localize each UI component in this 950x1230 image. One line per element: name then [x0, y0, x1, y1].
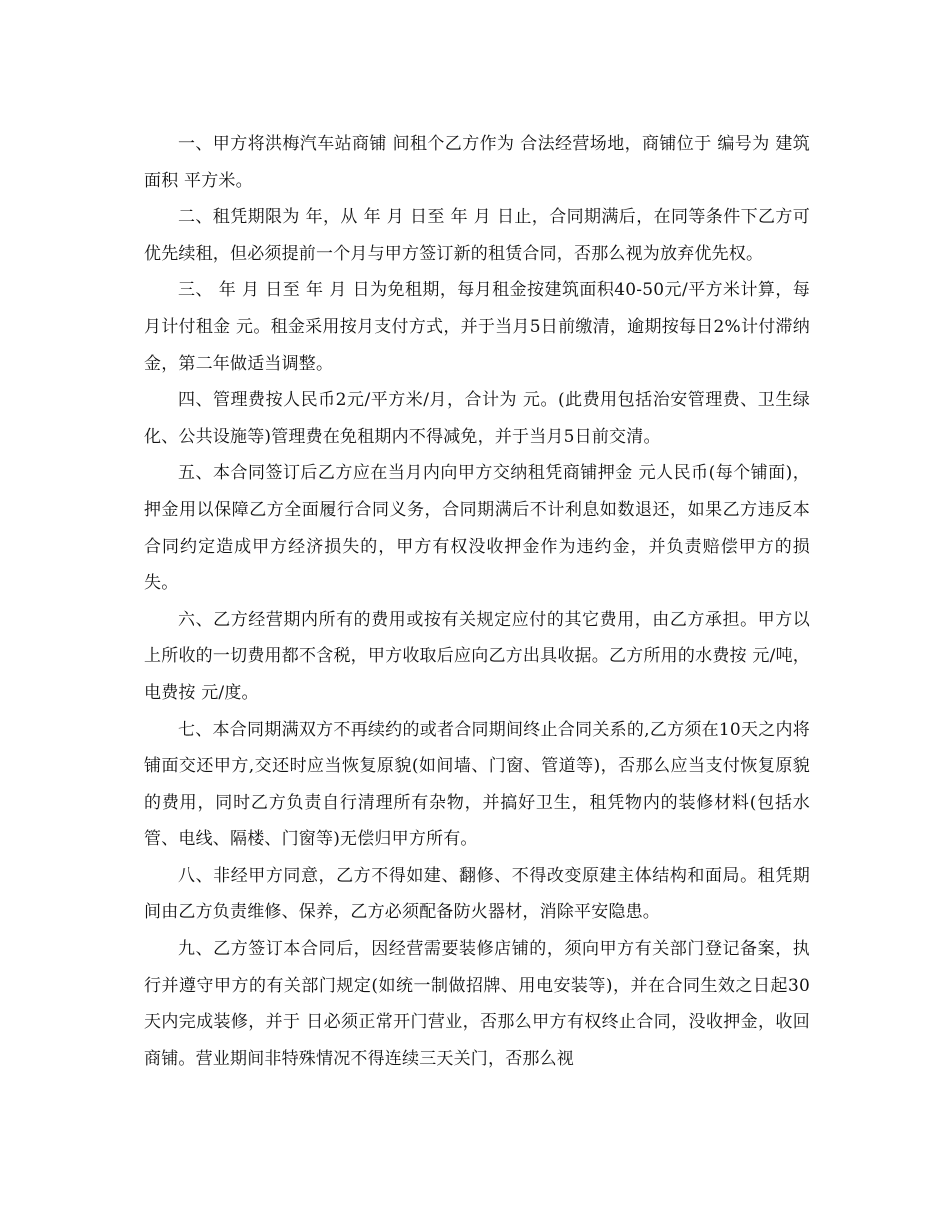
clause-8: 八、非经甲方同意，乙方不得如建、翻修、不得改变原建主体结构和面局。租凭期间由乙方负责维修、保养，乙方必须配备防火器材，消除平安隐患。: [144, 865, 810, 923]
clause-6: 六、乙方经营期内所有的费用或按有关规定应付的其它费用，由乙方承担。甲方以上所收的一切费用都不含税，甲方收取后应向乙方出具收据。乙方所用的水费按 元/吨，电费按 元/度。: [144, 609, 810, 703]
contract-body: [144, 126, 810, 1077]
clause-7: 七、本合同期满双方不再续约的或者合同期间终止合同关系的,乙方须在10天之内将铺面交还甲方,交还时应当恢复原貌(如间墙、门窗、管道等)，否那么应当支付恢复原貌的费用，同时乙方负责自行清理所有杂物，并搞好卫生，租凭物内的装修材料(包括水管、电线、隔楼、门窗等)无偿归甲方所有。: [144, 719, 810, 850]
clause-2: 二、租凭期限为 年，从 年 月 日至 年 月 日止，合同期满后，在同等条件下乙方可优先续租，但必须提前一个月与甲方签订新的租赁合同，否那么视为放弃优先权。: [144, 207, 810, 264]
clause-3: 三、 年 月 日至 年 月 日为免租期，每月租金按建筑面积40-50元/平方米计算，每月计付租金 元。租金采用按月支付方式，并于当月5日前缴清，逾期按每日2%计付滞纳金，第二年做适当调整。: [144, 280, 810, 374]
clause-9: 九、乙方签订本合同后，因经营需要装修店铺的，须向甲方有关部门登记备案，执行并遵守甲方的有关部门规定(如统一制做招牌、用电安装等)，并在合同生效之日起30天内完成装修，并于 日必须正常开门营业，否那么甲方有权终止合同，没收押金，收回商铺。营业期间非特殊情况不得连续三天关门，否那么视: [144, 939, 810, 1069]
clause-1: 一、甲方将洪梅汽车站商铺 间租个乙方作为 合法经营场地，商铺位于 编号为 建筑面积 平方米。: [144, 134, 810, 191]
clause-5: 五、本合同签订后乙方应在当月内向甲方交纳租凭商铺押金 元人民币(每个铺面)，押金用以保障乙方全面履行合同义务，合同期满后不计利息如数退还，如果乙方违反本合同约定造成甲方经济损失的，甲方有权没收押金作为违约金，并负责赔偿甲方的损失。: [144, 463, 810, 594]
clause-4: 四、管理费按人民币2元/平方米/月，合计为 元。(此费用包括治安管理费、卫生绿化、公共设施等)管理费在免租期内不得减免，并于当月5日前交清。: [144, 390, 810, 447]
